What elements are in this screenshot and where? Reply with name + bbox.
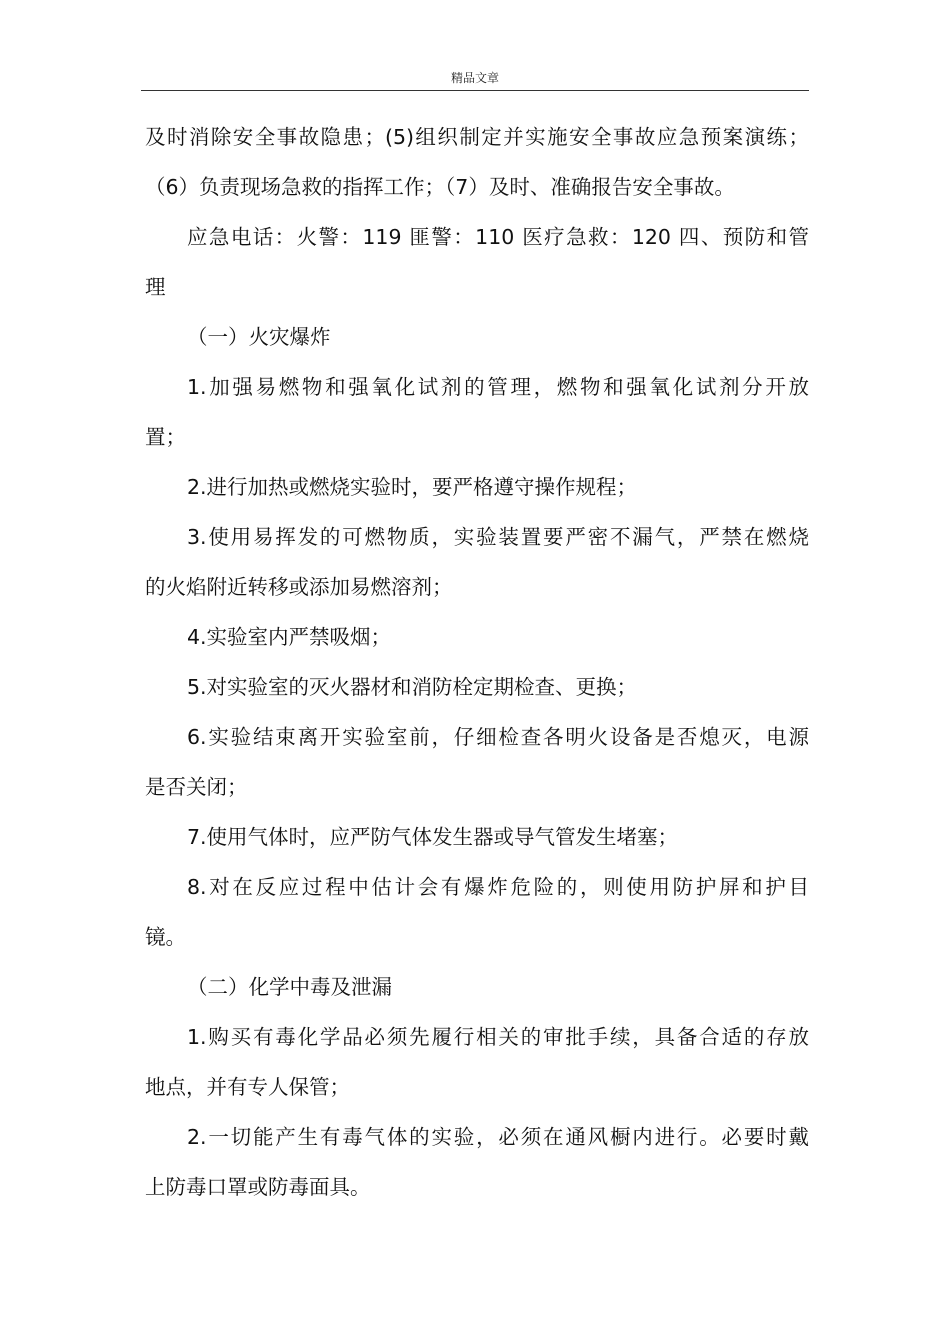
paragraph-line: 上防毒口罩或防毒面具。 (145, 1175, 371, 1199)
section-heading: （二）化学中毒及泄漏 (187, 975, 392, 999)
paragraph-line: 5.对实验室的灭火器材和消防栓定期检查、更换； (187, 675, 638, 699)
document-body (145, 112, 809, 1212)
section-heading: （一）火灾爆炸 (187, 325, 331, 349)
paragraph-line: 2.进行加热或燃烧实验时，要严格遵守操作规程； (187, 475, 638, 499)
paragraph-line: 2.一切能产生有毒气体的实验，必须在通风橱内进行。必要时戴 (187, 1125, 809, 1149)
paragraph-line: （6）负责现场急救的指挥工作；（7）及时、准确报告安全事故。 (145, 175, 735, 199)
paragraph-line: 及时消除安全事故隐患；(5)组织制定并实施安全事故应急预案演练； (145, 125, 809, 149)
paragraph-line: 应急电话：火警：119 匪警：110 医疗急救：120 四、预防和管 (187, 225, 809, 249)
paragraph-line: 镜。 (145, 925, 186, 949)
page-header (141, 70, 809, 91)
paragraph-line: 1.加强易燃物和强氧化试剂的管理，燃物和强氧化试剂分开放 (187, 375, 809, 399)
paragraph-line: 4.实验室内严禁吸烟； (187, 625, 392, 649)
paragraph-line: 8.对在反应过程中估计会有爆炸危险的，则使用防护屏和护目 (187, 875, 809, 899)
paragraph-line: 地点，并有专人保管； (145, 1075, 350, 1099)
paragraph-line: 是否关闭； (145, 775, 248, 799)
paragraph-line: 1.购买有毒化学品必须先履行相关的审批手续，具备合适的存放 (187, 1025, 809, 1049)
paragraph-line: 置； (145, 425, 186, 449)
paragraph-line: 3.使用易挥发的可燃物质，实验装置要严密不漏气，严禁在燃烧 (187, 525, 809, 549)
paragraph-line: 7.使用气体时，应严防气体发生器或导气管发生堵塞； (187, 825, 679, 849)
paragraph-line: 理 (145, 275, 166, 299)
header-title: 精品文章 (450, 71, 499, 85)
paragraph-line: 的火焰附近转移或添加易燃溶剂； (145, 575, 453, 599)
paragraph-line: 6.实验结束离开实验室前，仔细检查各明火设备是否熄灭，电源 (187, 725, 809, 749)
